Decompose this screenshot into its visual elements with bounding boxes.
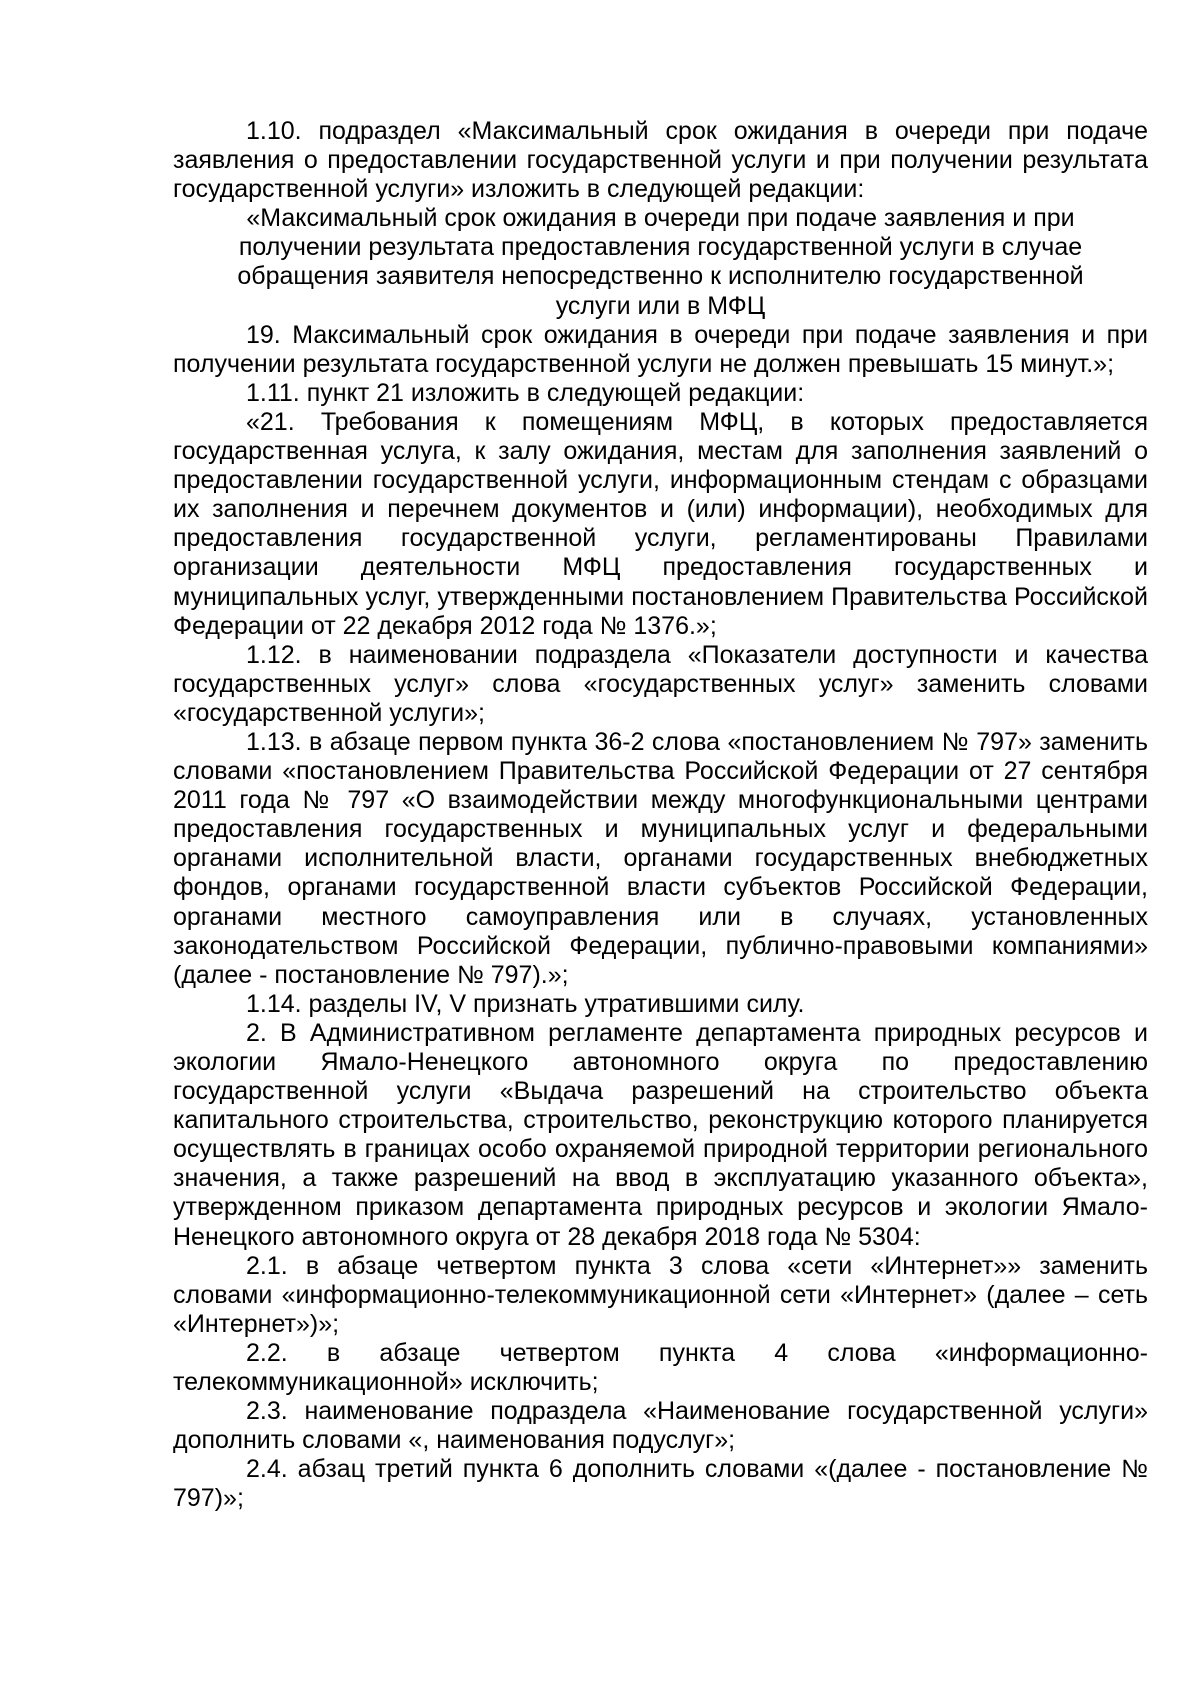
paragraph-21: «21. Требования к помещениям МФЦ, в которых предоставляется государственная услуга, к залу ожидания, местам для заполнения заявлений о предоставлении государственной услуги, информационным стендам с образцами их заполнения и перечнем документов и (или) информации), необходимых для предоставления государственной услуги, регламентированы Правилами организации деятельности МФЦ предоставления государственных и муниципальных услуг, утвержденными постановлением Правительства Российской Федерации от 22 декабря 2012 года № 1376.»; <box>173 407 1148 640</box>
subsection-heading: «Максимальный срок ожидания в очереди при подаче заявления и при получении результата предоставления государственной услуги в случае обращения заявителя непосредственно к исполнителю государственной услуги или в МФЦ <box>237 204 1084 320</box>
paragraph-1-13: 1.13. в абзаце первом пункта 36-2 слова «постановлением № 797» заменить словами «постановлением Правительства Российской Федерации от 27 сентября 2011 года № 797 «О взаимодействии между многофункциональными центрами предоставления государственных и муниципальных услуг и федеральными органами исполнительной власти, органами государственных внебюджетных фондов, органами государственной власти субъектов Российской Федерации, органами местного самоуправления или в случаях, установленных законодательством Российской Федерации, публично-правовыми компаниями» (далее - постановление № 797).»; <box>173 727 1148 989</box>
paragraph-2-2: 2.2. в абзаце четвертом пункта 4 слова «информационно-телекоммуникационной» исключить; <box>173 1338 1148 1397</box>
paragraph-1-10: 1.10. подраздел «Максимальный срок ожидания в очереди при подаче заявления о предоставлении государственной услуги и при получении результата государственной услуги» изложить в следующей редакции: <box>173 117 1148 204</box>
paragraph-2: 2. В Административном регламенте департамента природных ресурсов и экологии Ямало-Ненецкого автономного округа по предоставлению государственной услуги «Выдача разрешений на строительство объекта капитального строительства, строительство, реконструкцию которого планируется осуществлять в границах особо охраняемой природной территории регионального значения, а также разрешений на ввод в эксплуатацию указанного объекта», утвержденном приказом департамента природных ресурсов и экологии Ямало-Ненецкого автономного округа от 28 декабря 2018 года № 5304: <box>173 1018 1148 1251</box>
document-body <box>173 117 1148 1514</box>
paragraph-1-11: 1.11. пункт 21 изложить в следующей редакции: <box>246 378 805 407</box>
paragraph-2-3: 2.3. наименование подраздела «Наименование государственной услуги» дополнить словами «, наименования подуслуг»; <box>173 1397 1148 1455</box>
paragraph-1-12: 1.12. в наименовании подраздела «Показатели доступности и качества государственных услуг» слова «государственных услуг» заменить словами «государственной услуги»; <box>173 640 1148 727</box>
paragraph-19: 19. Максимальный срок ожидания в очереди при подаче заявления и при получении результата государственной услуги не должен превышать 15 минут.»; <box>173 320 1148 378</box>
paragraph-2-1: 2.1. в абзаце четвертом пункта 3 слова «сети «Интернет»» заменить словами «информационно-телекоммуникационной сети «Интернет» (далее – сеть «Интернет»)»; <box>173 1251 1148 1338</box>
paragraph-1-14: 1.14. разделы IV, V признать утратившими силу. <box>246 989 805 1018</box>
paragraph-2-4: 2.4. абзац третий пункта 6 дополнить словами «(далее - постановление № 797)»; <box>173 1455 1148 1513</box>
